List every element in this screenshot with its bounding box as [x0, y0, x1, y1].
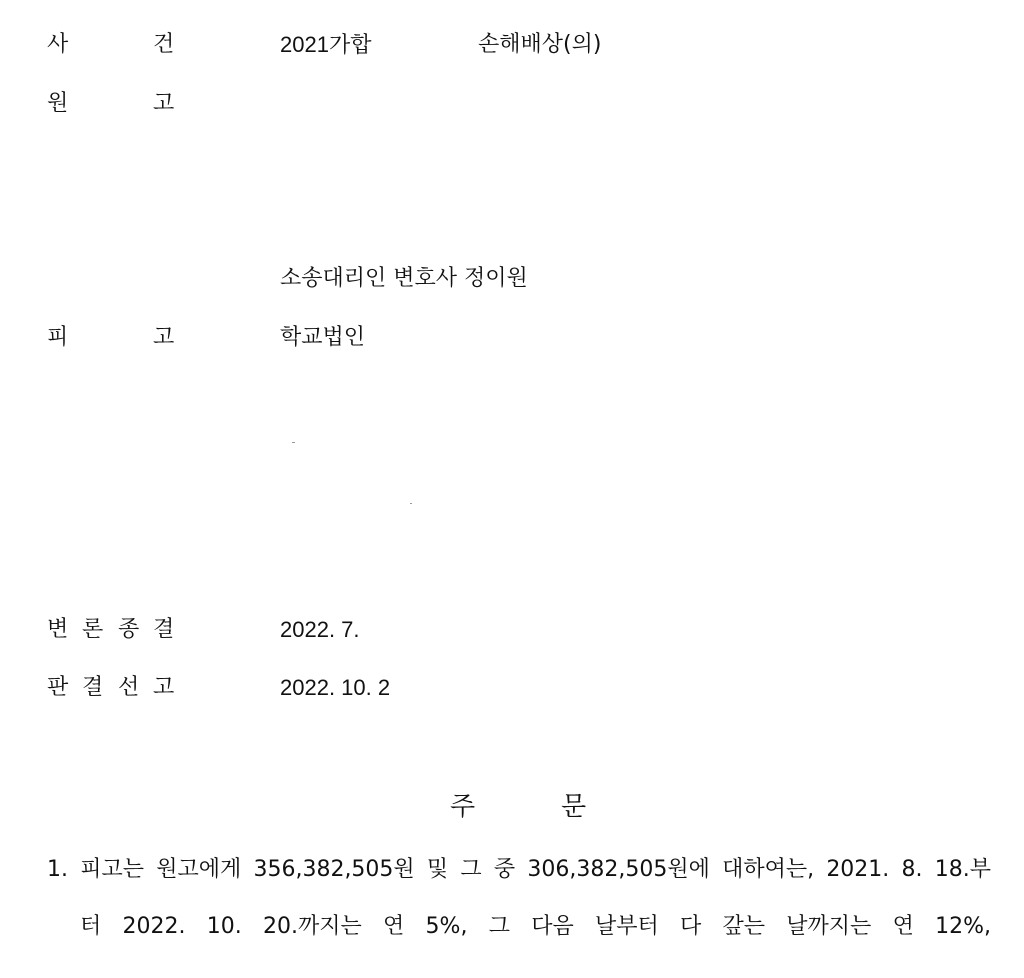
case-label-char-2: 건 [153, 32, 175, 57]
judgment-label-char-4: 고 [153, 675, 175, 700]
judgment-date: 2022. 10. 2 [280, 675, 391, 700]
plaintiff-counsel-row [0, 259, 1024, 299]
closing-label-char-2: 론 [82, 617, 104, 642]
plaintiff-row [0, 84, 1024, 124]
plaintiff-counsel: 소송대리인 변호사 정이원 [280, 266, 528, 291]
case-name: 손해배상(의) [478, 32, 602, 57]
plaintiff-label-char-2: 고 [153, 91, 175, 116]
scan-speck [410, 503, 412, 504]
case-number: 2021가합 [280, 32, 372, 57]
case-row [0, 25, 1024, 65]
defendant-name: 학교법인 [280, 325, 366, 350]
closing-label-char-4: 결 [153, 617, 175, 642]
closing-label-char-1: 변 [47, 617, 69, 642]
defendant-label-char-2: 고 [153, 325, 175, 350]
order-heading-char-1: 주 [450, 792, 476, 822]
order-heading [0, 785, 1024, 829]
order-item-1-line-1: 1. 피고는 원고에게 356,382,505원 및 그 중 306,382,505원에 대하여는, 2021. 8. 18.부 [47, 857, 991, 882]
scan-speck [292, 442, 295, 443]
case-label-char-1: 사 [47, 32, 69, 57]
defendant-label-char-1: 피 [47, 325, 69, 350]
judgment-label-char-3: 선 [118, 675, 140, 700]
defendant-row [0, 318, 1024, 358]
order-heading-char-2: 문 [561, 792, 587, 822]
closing-argument-row [0, 610, 1024, 650]
judgment-label-char-2: 결 [82, 675, 104, 700]
judgment-date-row [0, 668, 1024, 708]
plaintiff-label-char-1: 원 [47, 91, 69, 116]
closing-label-char-3: 종 [118, 617, 140, 642]
judgment-label-char-1: 판 [47, 675, 69, 700]
closing-argument-date: 2022. 7. [280, 617, 360, 642]
order-item-1-line-2: 터 2022. 10. 20.까지는 연 5%, 그 다음 날부터 다 갚는 날까지는 연 12%, [80, 914, 991, 939]
